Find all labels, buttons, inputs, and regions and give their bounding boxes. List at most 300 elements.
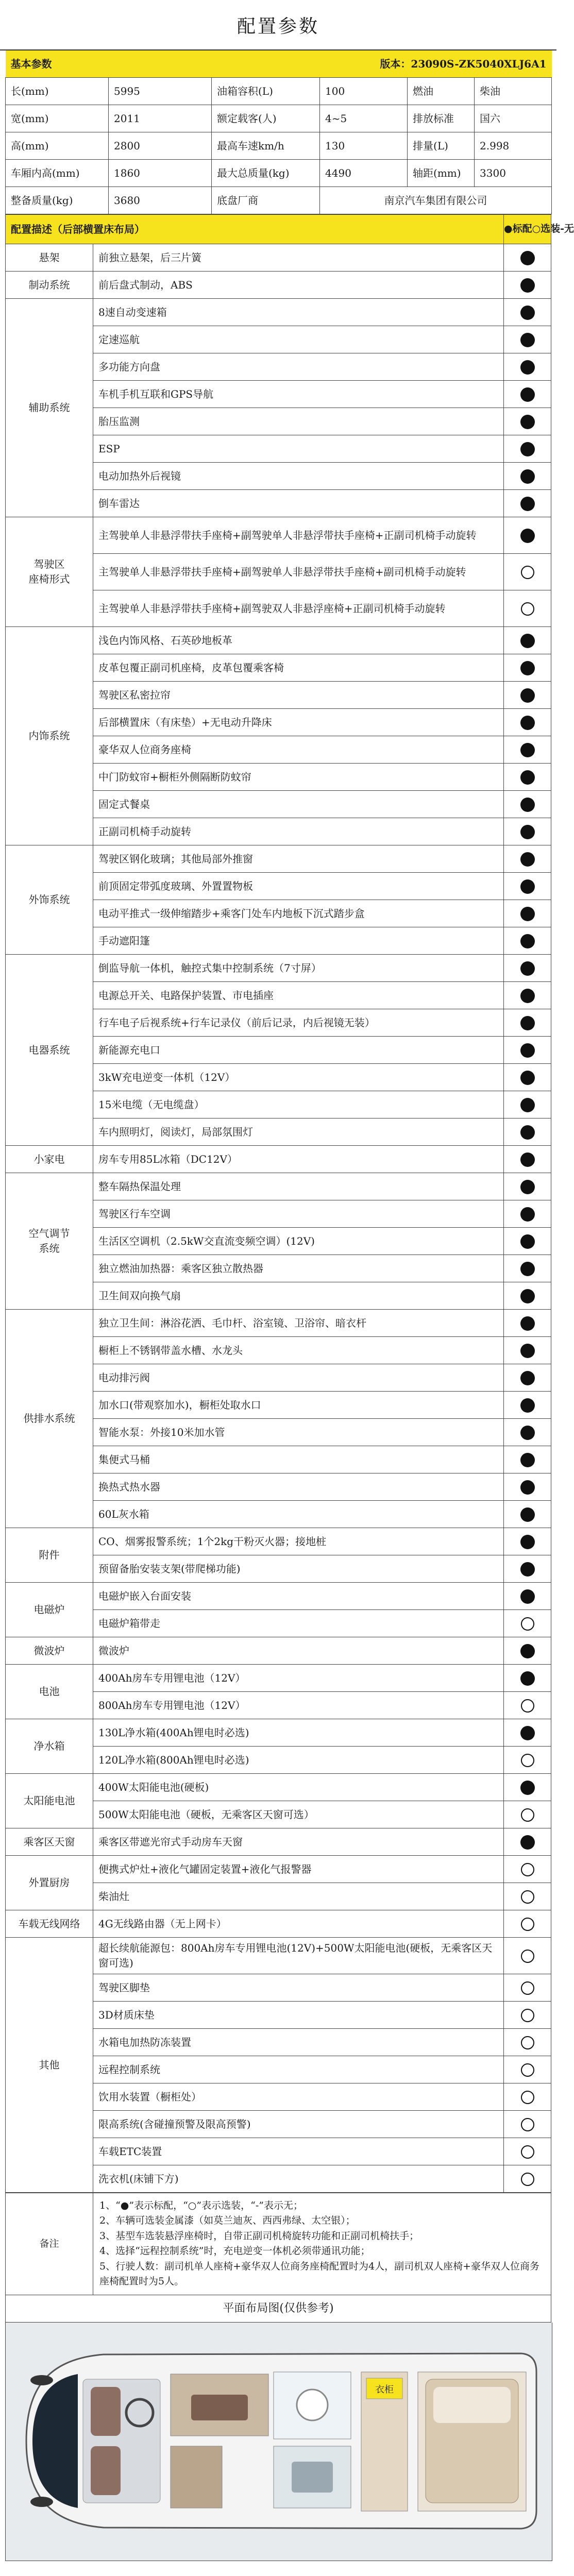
- config-item: 前后盘式制动，ABS: [93, 272, 504, 299]
- optional-circle-icon: [521, 2036, 534, 2049]
- config-item: 800Ah房车专用锂电池（12V）: [93, 1692, 504, 1719]
- spec-cell: 柴油: [475, 78, 552, 105]
- config-item: 定速巡航: [93, 326, 504, 353]
- config-item: 便携式炉灶+液化气罐固定装置+液化气报警器: [93, 1856, 504, 1883]
- config-mark: [504, 435, 551, 463]
- config-mark: [504, 791, 551, 818]
- standard-dot-icon: [520, 1726, 535, 1740]
- spec-cell: 南京汽车集团有限公司: [320, 187, 552, 214]
- config-mark: [504, 1883, 551, 1910]
- note-line: 3、基型车选装悬浮座椅时，自带正副司机椅旋转功能和正副司机椅扶手；: [99, 2230, 419, 2242]
- notes-row: [6, 2193, 551, 2295]
- config-item: 加水口(带观察加水)，橱柜处取水口: [93, 1392, 504, 1419]
- config-mark: [504, 1747, 551, 1774]
- standard-dot-icon: [520, 1153, 535, 1167]
- config-mark: [504, 2002, 551, 2029]
- optional-circle-icon: [521, 2091, 534, 2104]
- spec-cell: 100: [320, 78, 408, 105]
- spec-row: [6, 105, 552, 132]
- config-row: [6, 1583, 551, 1610]
- config-category: 外置厨房: [6, 1856, 93, 1910]
- standard-dot-icon: [520, 306, 535, 320]
- config-row: [6, 299, 551, 326]
- config-item: 行车电子后视系统+行车记录仪（前后记录，内后视镜无装）: [93, 1009, 504, 1037]
- config-category: 净水箱: [6, 1719, 93, 1774]
- config-category: 外饰系统: [6, 845, 93, 955]
- config-mark: [504, 1173, 551, 1200]
- config-item: 皮革包覆正副司机座椅，皮革包覆乘客椅: [93, 654, 504, 682]
- config-item: 60L灰水箱: [93, 1501, 504, 1528]
- config-mark: [504, 1337, 551, 1364]
- note-line: 2、车辆可选装金属漆（如莫兰迪灰、西西弗绿、太空银）；: [99, 2215, 356, 2227]
- standard-dot-icon: [520, 661, 535, 675]
- config-item: ESP: [93, 435, 504, 463]
- config-mark: [504, 1801, 551, 1828]
- config-mark: [504, 2056, 551, 2083]
- config-category: 车载无线网络: [6, 1910, 93, 1938]
- config-item: 前顶固定带弧度玻璃、外置置物板: [93, 873, 504, 900]
- config-item: 驾驶区脚垫: [93, 1974, 504, 2002]
- config-item: 驾驶区行车空调: [93, 1200, 504, 1228]
- spec-cell: 宽(mm): [6, 105, 109, 132]
- config-item: 车载ETC装置: [93, 2138, 504, 2165]
- floor-plan-image: [5, 2323, 552, 2561]
- spec-cell: 5995: [109, 78, 212, 105]
- basic-spec-table: [5, 50, 552, 214]
- config-row: [6, 1310, 551, 1337]
- standard-dot-icon: [520, 907, 535, 921]
- config-item: 主驾驶单人非悬浮带扶手座椅+副驾驶双人非悬浮座椅+正副司机椅手动旋转: [93, 590, 504, 627]
- config-category: 悬架: [6, 244, 93, 272]
- spec-cell: 轴距(mm): [408, 160, 475, 187]
- optional-circle-icon: [521, 1808, 534, 1822]
- standard-dot-icon: [520, 634, 535, 648]
- config-category: 其他: [6, 1938, 93, 2193]
- standard-dot-icon: [520, 469, 535, 484]
- config-mark: [504, 590, 551, 627]
- config-item: 多功能方向盘: [93, 353, 504, 381]
- standard-dot-icon: [520, 798, 535, 812]
- standard-dot-icon: [520, 278, 535, 293]
- config-category: 制动系统: [6, 272, 93, 299]
- config-row: [6, 1637, 551, 1665]
- config-row: [6, 244, 551, 272]
- standard-dot-icon: [520, 387, 535, 402]
- config-item: 正副司机椅手动旋转: [93, 818, 504, 845]
- config-item: 换热式热水器: [93, 1473, 504, 1501]
- spec-cell: 额定载客(人): [212, 105, 320, 132]
- config-mark: [504, 654, 551, 682]
- config-item: 水箱电加热防冻装置: [93, 2029, 504, 2056]
- config-row: [6, 955, 551, 982]
- standard-dot-icon: [520, 961, 535, 976]
- spec-cell: 车厢内高(mm): [6, 160, 109, 187]
- config-item: 生活区空调机（2.5kW交直流变频空调）(12V): [93, 1228, 504, 1255]
- standard-dot-icon: [520, 770, 535, 785]
- config-item: 柴油灶: [93, 1883, 504, 1910]
- config-row: [6, 1774, 551, 1801]
- config-mark: [504, 1037, 551, 1064]
- standard-dot-icon: [520, 716, 535, 730]
- config-item: 限高系统(含碰撞预警及限高预警): [93, 2111, 504, 2138]
- config-mark: [504, 1009, 551, 1037]
- config-item: 后部横置床（有床垫）+无电动升降床: [93, 709, 504, 736]
- standard-dot-icon: [520, 825, 535, 839]
- config-mark: [504, 490, 551, 517]
- standard-dot-icon: [520, 743, 535, 757]
- config-row: [6, 1146, 551, 1173]
- config-row: [6, 272, 551, 299]
- spec-cell: 4490: [320, 160, 408, 187]
- standard-dot-icon: [520, 1098, 535, 1112]
- standard-dot-icon: [520, 1535, 535, 1549]
- config-mark: [504, 1610, 551, 1637]
- config-item: 智能水泵：外接10米加水管: [93, 1419, 504, 1446]
- config-category: 小家电: [6, 1146, 93, 1173]
- standard-dot-icon: [520, 852, 535, 867]
- optional-circle-icon: [521, 2173, 534, 2186]
- config-category: 辅助系统: [6, 299, 93, 517]
- standard-dot-icon: [520, 442, 535, 456]
- standard-dot-icon: [520, 1644, 535, 1658]
- standard-dot-icon: [520, 1562, 535, 1577]
- config-mark: [504, 709, 551, 736]
- config-mark: [504, 627, 551, 654]
- config-mark: [504, 554, 551, 590]
- note-line: 1、“●”表示标配，“○”表示选装，“-”表示无；: [99, 2200, 303, 2211]
- spec-cell: 2.998: [475, 132, 552, 160]
- config-mark: [504, 1473, 551, 1501]
- standard-dot-icon: [520, 1480, 535, 1495]
- wardrobe-label: 衣柜: [375, 2384, 394, 2395]
- config-mark: [504, 873, 551, 900]
- config-item: 倒监导航一体机，触控式集中控制系统（7寸屏）: [93, 955, 504, 982]
- spec-cell: 长(mm): [6, 78, 109, 105]
- config-mark: [504, 927, 551, 955]
- config-mark: [504, 1228, 551, 1255]
- config-category: 附件: [6, 1528, 93, 1583]
- config-item: 400Ah房车专用锂电池（12V）: [93, 1665, 504, 1692]
- config-mark: [504, 463, 551, 490]
- spec-cell: 1860: [109, 160, 212, 187]
- config-row: [6, 845, 551, 873]
- note-line: 4、选择“远程控制系统”时，充电逆变一体机必须带通讯功能；: [99, 2245, 370, 2257]
- standard-dot-icon: [520, 1262, 535, 1276]
- config-header-row: [6, 215, 551, 244]
- config-row: [6, 1665, 551, 1692]
- config-mark: [504, 353, 551, 381]
- optional-circle-icon: [521, 2145, 534, 2159]
- config-item: 3kW充电逆变一体机（12V）: [93, 1064, 504, 1091]
- config-mark: [504, 1146, 551, 1173]
- standard-dot-icon: [520, 688, 535, 703]
- config-category: 微波炉: [6, 1637, 93, 1665]
- config-item: 车机手机互联和GPS导航: [93, 381, 504, 408]
- config-mark: [504, 982, 551, 1009]
- config-row: [6, 1856, 551, 1883]
- config-category: 内饰系统: [6, 627, 93, 845]
- config-item: 车内照明灯，阅读灯，局部氛围灯: [93, 1118, 504, 1146]
- standard-dot-icon: [520, 1453, 535, 1467]
- spec-cell: 2011: [109, 105, 212, 132]
- config-category: 供排水系统: [6, 1310, 93, 1528]
- optional-circle-icon: [521, 1890, 534, 1904]
- standard-dot-icon: [520, 1234, 535, 1249]
- standard-dot-icon: [520, 1371, 535, 1385]
- notes-text: [93, 2193, 551, 2295]
- config-item: 主驾驶单人非悬浮带扶手座椅+副驾驶单人非悬浮带扶手座椅+副司机椅手动旋转: [93, 554, 504, 590]
- config-mark: [504, 1392, 551, 1419]
- config-category: 电磁炉: [6, 1583, 93, 1637]
- notes-label: 备注: [6, 2193, 93, 2295]
- standard-dot-icon: [520, 989, 535, 1003]
- config-mark: [504, 1446, 551, 1473]
- config-mark: [504, 1719, 551, 1747]
- spec-cell: 国六: [475, 105, 552, 132]
- config-category: 太阳能电池: [6, 1774, 93, 1828]
- config-mark: [504, 955, 551, 982]
- spec-row: [6, 78, 552, 105]
- config-item: 浅色内饰风格、石英砂地板革: [93, 627, 504, 654]
- config-item: 饮用水装置（橱柜处）: [93, 2083, 504, 2111]
- config-table: [5, 214, 574, 2193]
- config-item: 洗衣机(床铺下方): [93, 2165, 504, 2193]
- config-mark: [504, 244, 551, 272]
- standard-dot-icon: [520, 934, 535, 948]
- spec-cell: 4~5: [320, 105, 408, 132]
- config-mark: [504, 1583, 551, 1610]
- config-row: [6, 627, 551, 654]
- config-item: 胎压监测: [93, 408, 504, 435]
- optional-circle-icon: [521, 1950, 534, 1963]
- config-mark: [504, 2111, 551, 2138]
- standard-dot-icon: [520, 529, 535, 543]
- standard-dot-icon: [520, 879, 535, 894]
- config-mark: [504, 2138, 551, 2165]
- spec-header-row: [6, 50, 552, 78]
- spec-cell: 排放标准: [408, 105, 475, 132]
- config-item: 电动排污阀: [93, 1364, 504, 1392]
- spec-cell: 3300: [475, 160, 552, 187]
- standard-dot-icon: [520, 1507, 535, 1522]
- config-item: 120L净水箱(800Ah锂电时必选): [93, 1747, 504, 1774]
- standard-dot-icon: [520, 415, 535, 429]
- spec-cell: 整备质量(kg): [6, 187, 109, 214]
- config-category: 空气调节 系统: [6, 1173, 93, 1310]
- config-item: 400W太阳能电池(硬板): [93, 1774, 504, 1801]
- spec-cell: 2800: [109, 132, 212, 160]
- config-row: [6, 1828, 551, 1856]
- legend-label: ●标配○选装-无: [504, 215, 551, 244]
- standard-dot-icon: [520, 1671, 535, 1686]
- spec-cell: 底盘厂商: [212, 187, 320, 214]
- config-item: CO、烟雾报警系统；1个2kg干粉灭火器；接地桩: [93, 1528, 504, 1555]
- config-category: 电池: [6, 1665, 93, 1719]
- notes-table: [5, 2193, 551, 2323]
- config-item: 电磁炉箱带走: [93, 1610, 504, 1637]
- config-item: 电源总开关、电路保护装置、市电插座: [93, 982, 504, 1009]
- config-mark: [504, 1364, 551, 1392]
- config-mark: [504, 1555, 551, 1583]
- standard-dot-icon: [520, 1781, 535, 1795]
- config-mark: [504, 381, 551, 408]
- config-mark: [504, 1282, 551, 1310]
- config-mark: [504, 736, 551, 764]
- spec-cell: 130: [320, 132, 408, 160]
- standard-dot-icon: [520, 1289, 535, 1303]
- optional-circle-icon: [521, 1699, 534, 1713]
- config-mark: [504, 326, 551, 353]
- optional-circle-icon: [521, 2063, 534, 2077]
- config-item: 卫生间双向换气扇: [93, 1282, 504, 1310]
- layout-title: 平面布局图(仅供参考): [6, 2295, 551, 2322]
- config-item: 乘客区带遮光帘式手动房车天窗: [93, 1828, 504, 1856]
- config-mark: [504, 818, 551, 845]
- standard-dot-icon: [520, 1016, 535, 1030]
- optional-circle-icon: [521, 602, 534, 616]
- config-row: [6, 1173, 551, 1200]
- config-row: [6, 1719, 551, 1747]
- standard-dot-icon: [520, 1043, 535, 1058]
- config-mark: [504, 1974, 551, 2002]
- config-row: [6, 1528, 551, 1555]
- config-item: 预留备胎安装支架(带爬梯功能): [93, 1555, 504, 1583]
- optional-circle-icon: [521, 1617, 534, 1631]
- config-item: 超长续航能源包：800Ah房车专用锂电池(12V)+500W太阳能电池(硬板，无乘客区天窗可选): [93, 1938, 504, 1974]
- config-item: 电动加热外后视镜: [93, 463, 504, 490]
- standard-dot-icon: [520, 1207, 535, 1222]
- config-item: 130L净水箱(400Ah锂电时必选): [93, 1719, 504, 1747]
- note-line: 5、行驶人数：副司机单人座椅+豪华双人位商务座椅配置时为4人，副司机双人座椅+豪华双人位商务座椅配置时为5人。: [99, 2260, 540, 2287]
- config-item: 固定式餐桌: [93, 791, 504, 818]
- config-item: 手动遮阳篷: [93, 927, 504, 955]
- standard-dot-icon: [520, 333, 535, 347]
- config-mark: [504, 1118, 551, 1146]
- rv-floor-plan-svg: [6, 2323, 552, 2561]
- config-item: 前独立悬架，后三片簧: [93, 244, 504, 272]
- config-item: 远程控制系统: [93, 2056, 504, 2083]
- config-mark: [504, 517, 551, 554]
- config-mark: [504, 1501, 551, 1528]
- config-mark: [504, 900, 551, 927]
- standard-dot-icon: [520, 1398, 535, 1413]
- config-item: 整车隔热保温处理: [93, 1173, 504, 1200]
- standard-dot-icon: [520, 360, 535, 375]
- config-mark: [504, 1637, 551, 1665]
- config-item: 独立燃油加热器：乘客区独立散热器: [93, 1255, 504, 1282]
- config-item: 独立卫生间：淋浴花洒、毛巾杆、浴室镜、卫浴帘、暗衣杆: [93, 1310, 504, 1337]
- spec-cell: 3680: [109, 187, 212, 214]
- config-item: 豪华双人位商务座椅: [93, 736, 504, 764]
- standard-dot-icon: [520, 1835, 535, 1850]
- config-item: 15米电缆（无电缆盘）: [93, 1091, 504, 1118]
- spec-cell: 最高车速km/h: [212, 132, 320, 160]
- standard-dot-icon: [520, 251, 535, 265]
- config-item: 微波炉: [93, 1637, 504, 1665]
- config-mark: [504, 1091, 551, 1118]
- config-mark: [504, 764, 551, 791]
- optional-circle-icon: [521, 1981, 534, 1995]
- config-mark: [504, 1692, 551, 1719]
- config-item: 驾驶区钢化玻璃；其他局部外推窗: [93, 845, 504, 873]
- config-mark: [504, 1856, 551, 1883]
- config-mark: [504, 1665, 551, 1692]
- config-mark: [504, 272, 551, 299]
- config-row: [6, 1910, 551, 1938]
- config-mark: [504, 1938, 551, 1974]
- spec-cell: 最大总质量(kg): [212, 160, 320, 187]
- config-mark: [504, 1200, 551, 1228]
- config-item: 500W太阳能电池（硬板，无乘客区天窗可选）: [93, 1801, 504, 1828]
- standard-dot-icon: [520, 1426, 535, 1440]
- config-item: 8速自动变速箱: [93, 299, 504, 326]
- optional-circle-icon: [521, 1918, 534, 1931]
- config-mark: [504, 845, 551, 873]
- config-item: 主驾驶单人非悬浮带扶手座椅+副驾驶单人非悬浮带扶手座椅+正副司机椅手动旋转: [93, 517, 504, 554]
- config-category: 电器系统: [6, 955, 93, 1146]
- config-mark: [504, 299, 551, 326]
- optional-circle-icon: [521, 2009, 534, 2022]
- config-mark: [504, 1064, 551, 1091]
- page-title: 配置参数: [0, 0, 556, 50]
- config-mark: [504, 2029, 551, 2056]
- config-mark: [504, 1828, 551, 1856]
- optional-circle-icon: [521, 566, 534, 579]
- standard-dot-icon: [520, 1125, 535, 1140]
- config-category: 乘客区天窗: [6, 1828, 93, 1856]
- config-item: 3D材质床垫: [93, 2002, 504, 2029]
- config-item: 橱柜上不锈钢带盖水槽、水龙头: [93, 1337, 504, 1364]
- config-item: 电磁炉嵌入台面安装: [93, 1583, 504, 1610]
- config-mark: [504, 682, 551, 709]
- standard-dot-icon: [520, 497, 535, 511]
- spec-header-label: 基本参数: [6, 50, 320, 78]
- config-item: 新能源充电口: [93, 1037, 504, 1064]
- spec-row: [6, 160, 552, 187]
- optional-circle-icon: [521, 1863, 534, 1876]
- config-mark: [504, 1774, 551, 1801]
- config-mark: [504, 2165, 551, 2193]
- config-header-label: 配置描述（后部横置床布局）: [6, 215, 504, 244]
- config-item: 电动平推式一级伸缩踏步+乘客门处车内地板下沉式踏步盒: [93, 900, 504, 927]
- version-label: 版本：23090S-ZK5040XLJ6A1: [320, 50, 552, 78]
- standard-dot-icon: [520, 1589, 535, 1604]
- optional-circle-icon: [521, 1754, 534, 1767]
- config-item: 4G无线路由器（无上网卡）: [93, 1910, 504, 1938]
- spec-cell: 燃油: [408, 78, 475, 105]
- optional-circle-icon: [521, 2118, 534, 2131]
- config-row: [6, 1938, 551, 1974]
- standard-dot-icon: [520, 1316, 535, 1331]
- config-mark: [504, 1255, 551, 1282]
- standard-dot-icon: [520, 1344, 535, 1358]
- config-mark: [504, 408, 551, 435]
- config-mark: [504, 1910, 551, 1938]
- config-item: 倒车雷达: [93, 490, 504, 517]
- config-category: 驾驶区 座椅形式: [6, 517, 93, 627]
- spec-cell: 排量(L): [408, 132, 475, 160]
- config-item: 房车专用85L冰箱（DC12V）: [93, 1146, 504, 1173]
- config-mark: [504, 2083, 551, 2111]
- config-mark: [504, 1310, 551, 1337]
- config-item: 驾驶区私密拉帘: [93, 682, 504, 709]
- spec-row: [6, 132, 552, 160]
- standard-dot-icon: [520, 1180, 535, 1194]
- spec-cell: 高(mm): [6, 132, 109, 160]
- config-item: 集便式马桶: [93, 1446, 504, 1473]
- standard-dot-icon: [520, 1071, 535, 1085]
- spec-cell: 油箱容积(L): [212, 78, 320, 105]
